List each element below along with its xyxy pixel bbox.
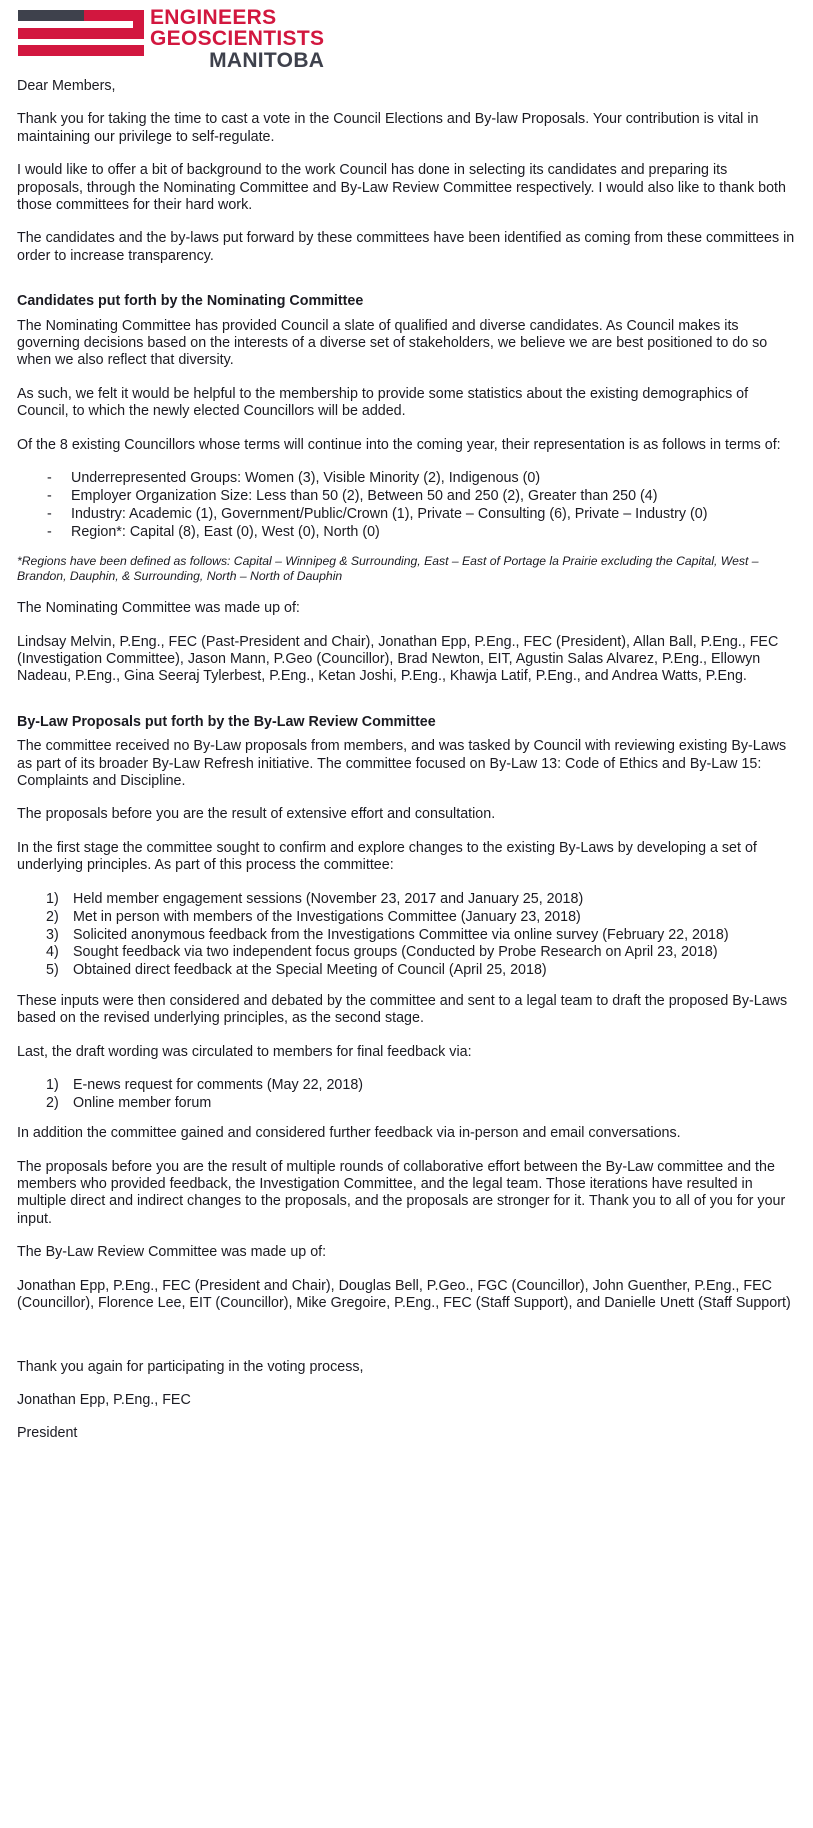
logo-bar-top-right (84, 10, 144, 21)
heading-bylaw-review-committee: By-Law Proposals put forth by the By-Law Review Committee (17, 713, 436, 730)
bylaw-paragraph-1: The committee received no By-Law proposals from members, and was tasked by Council with reviewing existing By-Laws as part of its broader By-Law Refresh initiative. The committee focused on By-Law 13: Code of Ethics and By-Law 15: Complaints and Discipline. (17, 738, 787, 790)
list-item: Online member forum (73, 1094, 212, 1111)
intro-paragraph-1: Thank you for taking the time to cast a vote in the Council Elections and By-law Proposals. Your contribution is vital in maintaining our privilege to self-regulate. (17, 111, 759, 145)
salutation: Dear Members, (17, 78, 116, 94)
bylaw-paragraph-4: These inputs were then considered and debated by the committee and sent to a legal team to draft the proposed By-Laws based on the revised underlying principles, as the second stage. (17, 992, 788, 1027)
list-item: Sought feedback via two independent focus groups (Conducted by Probe Research on April 23, 2018) (73, 944, 718, 961)
list-item: - Employer Organization Size: Less than 50 (2), Between 50 and 250 (2), Greater than 250 (4) (43, 488, 796, 505)
bylaw-paragraph-5: Last, the draft wording was circulated to members for final feedback via: (17, 1043, 472, 1060)
logo-line-manitoba: MANITOBA (209, 48, 325, 72)
intro-paragraph-3: The candidates and the by-laws put forward by these committees have been identified as coming from these committees in order to increase transparency. (17, 230, 795, 264)
list-item: E-news request for comments (May 22, 2018) (73, 1076, 364, 1093)
nominating-members-list: Lindsay Melvin, P.Eng., FEC (Past-President and Chair), Jonathan Epp, P.Eng., FEC (President), Allan Ball, P.Eng., FEC (Investigation Committee), Jason Mann, P.Geo (Councillor), Brad Newton, EIT, Agustin Salas Alvarez, P.Eng., Ellowyn Nadeau, P.Eng., Gina Seeraj Tylerbest, P.Eng., Ketan Joshi, P.Eng., Khawja Latif, P.Eng., and Andrea Watts, P.Eng. (17, 633, 779, 685)
list-item: Obtained direct feedback at the Special Meeting of Council (April 25, 2018) (73, 962, 547, 979)
letter-body (9, 78, 804, 1443)
section-spacer (17, 702, 796, 714)
heading-nominating-committee: Candidates put forth by the Nominating Committee (17, 293, 364, 310)
list-item: - Region*: Capital (8), East (0), West (0), North (0) (43, 524, 796, 541)
logo-bar-connector-right (133, 21, 144, 35)
signature-name: Jonathan Epp, P.Eng., FEC (17, 1391, 191, 1408)
bylaw-members-list: Jonathan Epp, P.Eng., FEC (President and Chair), Douglas Bell, P.Geo., FGC (Councillor), John Guenther, P.Eng., FEC (Councillor), Florence Lee, EIT (Councillor), Mike Gregoire, P.Eng., FEC (Staff Support), and Danielle Unett (Staff Support) (17, 1277, 791, 1312)
logo-line-engineers: ENGINEERS (150, 6, 277, 29)
nominating-paragraph-3: Of the 8 existing Councillors whose terms will continue into the coming year, their representation is as follows in terms of: (17, 436, 781, 453)
eg-bars-logomark-icon (12, 6, 142, 62)
logo-bar-top-left (18, 10, 84, 21)
stage-one-steps-list (17, 891, 796, 980)
regions-footnote: *Regions have been defined as follows: Capital – Winnipeg & Surrounding, East – East of Portage la Prairie excluding the Capital, West – Brandon, Dauphin, & Surrounding, North – North of Dauphin (17, 554, 759, 584)
section-spacer (17, 281, 796, 293)
logo-bar-bottom-right (84, 45, 144, 56)
bylaw-paragraph-7: The proposals before you are the result of multiple rounds of collaborative effort between the By-Law committee and the members who provided feedback, the Investigation Committee, and the legal team. Those iterations have resulted in multiple direct and indirect changes to the proposals, and the proposals are stronger for it. Thank you to all of you for your input. (17, 1158, 786, 1227)
nominating-paragraph-1: The Nominating Committee has provided Council a slate of qualified and diverse candidates. As Council makes its governing decisions based on the interests of a diverse set of stakeholders, we believe we are best positioned to do so when we also reflect that diversity. (17, 317, 768, 369)
closing-line: Thank you again for participating in the voting process, (17, 1358, 364, 1375)
bylaw-paragraph-3: In the first stage the committee sought to confirm and explore changes to the existing By-Laws by developing a set of underlying principles. As part of this process the committee: (17, 839, 757, 874)
list-item: Held member engagement sessions (November 23, 2017 and January 25, 2018) (73, 890, 584, 907)
nominating-paragraph-2: As such, we felt it would be helpful to the membership to provide some statistics about the existing demographics of Council, to which the newly elected Councillors will be added. (17, 385, 749, 420)
signature-spacer (17, 1329, 796, 1359)
list-item: - Industry: Academic (1), Government/Public/Crown (1), Private – Consulting (6), Private – Industry (0) (43, 506, 796, 523)
bylaw-paragraph-6: In addition the committee gained and considered further feedback via in-person and email conversations. (17, 1125, 681, 1142)
list-item: - Underrepresented Groups: Women (3), Visible Minority (2), Indigenous (0) (43, 470, 796, 487)
list-item: Solicited anonymous feedback from the Investigations Committee via online survey (February 22, 2018) (73, 926, 729, 943)
nominating-members-lead: The Nominating Committee was made up of: (17, 600, 300, 617)
org-logo (9, 0, 804, 78)
org-logo-wordmark (150, 6, 324, 71)
logo-bar-bottom-left (18, 45, 84, 56)
list-item: Met in person with members of the Investigations Committee (January 23, 2018) (73, 908, 581, 925)
bylaw-members-lead: The By-Law Review Committee was made up of: (17, 1244, 327, 1261)
logo-bar-middle-left (18, 28, 84, 39)
logo-line-geoscientists: GEOSCIENTISTS (150, 27, 325, 51)
bylaw-paragraph-2: The proposals before you are the result of extensive effort and consultation. (17, 806, 496, 823)
council-demographics-list (17, 470, 796, 541)
final-feedback-steps-list (17, 1077, 796, 1112)
intro-paragraph-2: I would like to offer a bit of background to the work Council has done in selecting its candidates and preparing its proposals, through the Nominating Committee and By-Law Review Committee respectively. I would also like to thank both those committees for their hard work. (17, 162, 786, 214)
signature-title: President (17, 1425, 78, 1442)
